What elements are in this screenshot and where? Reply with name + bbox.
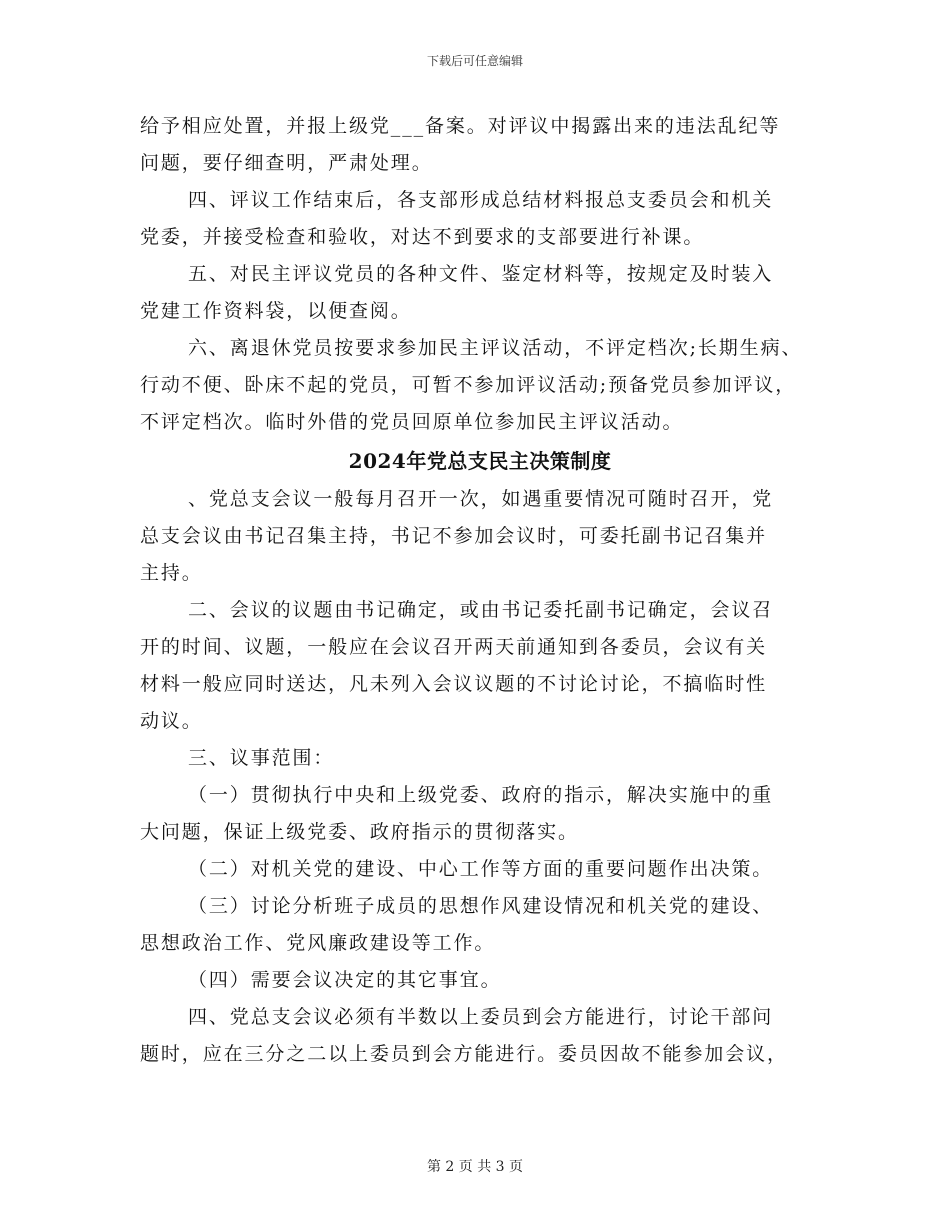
page-number: 第 2 页 共 3 页 <box>426 1159 524 1175</box>
text-line: （二）对机关党的建设、中心工作等方面的重要问题作出决策。 <box>188 858 774 880</box>
text-line: 六、离退休党员按要求参加民主评议活动，不评定档次;长期生病、 <box>188 337 803 359</box>
text-line: 动议。 <box>140 710 203 732</box>
text-line: 党委，并接受检查和验收，对达不到要求的支部要进行补课。 <box>140 226 705 248</box>
paragraph-item-4b <box>140 999 820 1073</box>
text-line: 二、会议的议题由书记确定，或由书记委托副书记确定，会议召 <box>188 599 774 621</box>
text-line: 大问题，保证上级党委、政府指示的贯彻落实。 <box>140 821 579 843</box>
text-line: （三）讨论分析班子成员的思想作风建设情况和机关党的建设、 <box>188 895 774 917</box>
text-line: 总支会议由书记召集主持，书记不参加会议时，可委托副书记召集并 <box>140 525 768 547</box>
text-line: （四）需要会议决定的其它事宜。 <box>188 969 502 991</box>
text-line: 给予相应处置，并报上级党___备案。对评议中揭露出来的违法乱纪等 <box>140 115 781 137</box>
paragraph-disposition <box>140 108 820 182</box>
text-line: 材料一般应同时送达，凡未列入会议议题的不讨论讨论，不搞临时性 <box>140 673 768 695</box>
paragraph-item-1 <box>140 481 820 592</box>
text-line: 主持。 <box>140 562 203 584</box>
text-line: （一）贯彻执行中央和上级党委、政府的指示，解决实施中的重 <box>188 784 774 806</box>
text-line: 开的时间、议题，一般应在会议召开两天前通知到各委员，会议有关 <box>140 636 768 658</box>
text-line: 党建工作资料袋，以便查阅。 <box>140 300 412 322</box>
paragraph-subitem-4 <box>140 962 820 999</box>
text-line: 不评定档次。临时外借的党员回原单位参加民主评议活动。 <box>140 411 684 433</box>
text-line: 、党总支会议一般每月召开一次，如遇重要情况可随时召开，党 <box>188 488 774 510</box>
text-line: 五、对民主评议党员的各种文件、鉴定材料等，按规定及时装入 <box>188 263 774 285</box>
text-line: 思想政治工作、党风廉政建设等工作。 <box>140 932 496 954</box>
text-line: 问题，要仔细查明，严肃处理。 <box>140 152 433 174</box>
download-note: 下载后可任意编辑 <box>426 54 523 68</box>
text-line: 四、评议工作结束后，各支部形成总结材料报总支委员会和机关 <box>188 189 774 211</box>
document-title: 2024年党总支民主决策制度 <box>348 449 612 473</box>
paragraph-item-6 <box>140 330 820 441</box>
text-line: 四、党总支会议必须有半数以上委员到会方能进行，讨论干部问 <box>188 1006 774 1028</box>
text-line: 行动不便、卧床不起的党员，可暂不参加评议活动;预备党员参加评议， <box>140 374 797 396</box>
text-line: 三、议事范围： <box>188 747 335 769</box>
text-line: 题时，应在三分之二以上委员到会方能进行。委员因故不能参加会议， <box>140 1043 788 1065</box>
paragraph-item-5 <box>140 256 820 330</box>
paragraph-subitem-3 <box>140 888 820 962</box>
paragraph-item-4 <box>140 182 820 256</box>
paragraph-item-2 <box>140 592 820 740</box>
paragraph-item-3 <box>140 740 820 777</box>
document-body <box>140 108 820 1073</box>
paragraph-subitem-2 <box>140 851 820 888</box>
paragraph-subitem-1 <box>140 777 820 851</box>
